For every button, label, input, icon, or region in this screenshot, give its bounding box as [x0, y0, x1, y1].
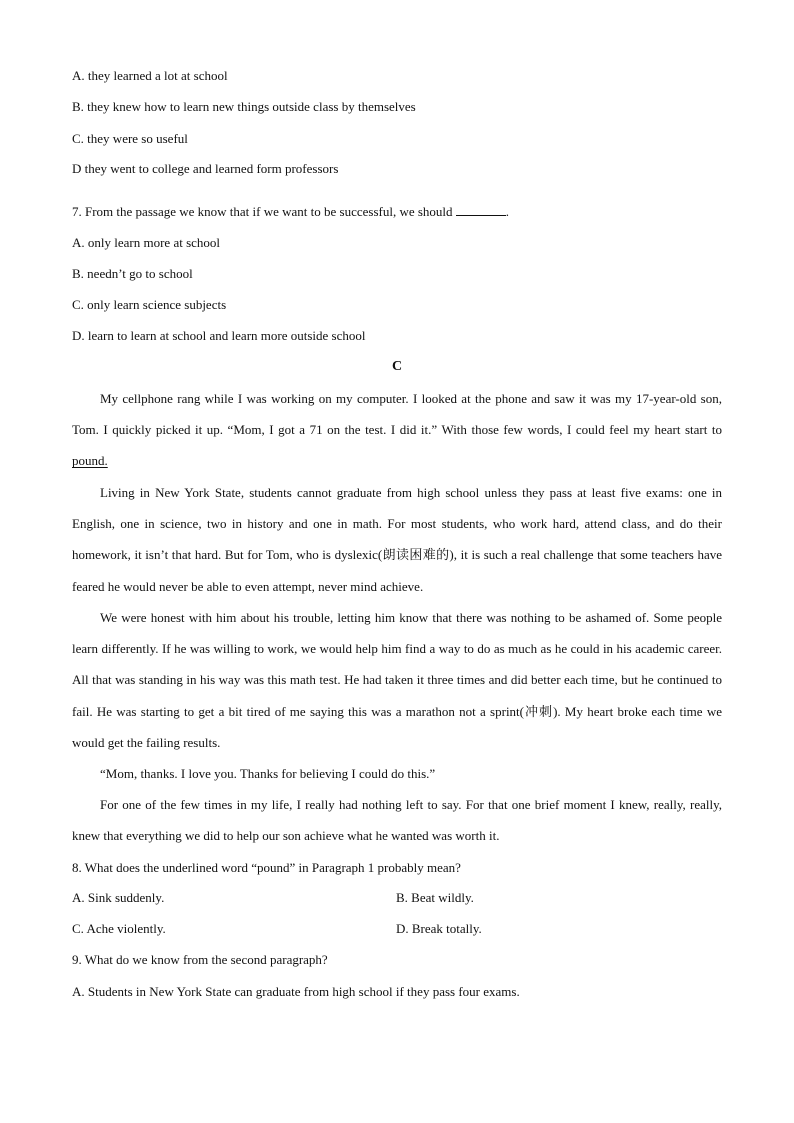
paragraph-3: [72, 602, 722, 758]
q7-option-a: A. only learn more at school: [72, 235, 221, 250]
q7-option-c: C. only learn science subjects: [72, 297, 227, 312]
paragraph-1: [72, 383, 722, 477]
q7-option-b: B. needn’t go to school: [72, 266, 193, 281]
paragraph-1-text: My cellphone rang while I was working on my computer. I looked at the phone and saw it was my 17-year-old son, Tom. I quickly picked it up. “Mom, I got a 71 on the test. I did it.” With those few words, I could feel my heart start to: [72, 391, 722, 438]
q7-option-d: D. learn to learn at school and learn more outside school: [72, 328, 366, 343]
q7-stem: 7. From the passage we know that if we want to be successful, we should: [72, 204, 453, 219]
underlined-word: pound.: [72, 453, 108, 469]
paragraph-4-text: “Mom, thanks. I love you. Thanks for believing I could do this.”: [100, 766, 436, 781]
q7-stem-line: [72, 203, 509, 220]
q8-option-a: A. Sink suddenly.: [72, 890, 165, 905]
q6-option-a: A. they learned a lot at school: [72, 68, 228, 83]
section-title: C: [391, 359, 403, 374]
q8-option-d: D. Break totally.: [396, 921, 482, 936]
q7-stem-end: .: [505, 204, 510, 219]
q8-option-c: C. Ache violently.: [72, 921, 166, 936]
q9-stem: 9. What do we know from the second paragraph?: [72, 952, 328, 967]
q6-option-d: D they went to college and learned form professors: [72, 161, 339, 176]
q8-stem: 8. What does the underlined word “pound” in Paragraph 1 probably mean?: [72, 860, 461, 875]
paragraph-2: [72, 477, 722, 602]
paragraph-3-text: We were honest with him about his trouble, letting him know that there was nothing to be ashamed of. Some people learn differently. If he was willing to work, we would help him find a way to do as much as he could in his academic career. All that was standing in his way was this math test. He had taken it three times and did better each time, but he continued to fail. He was starting to get a bit tired of me saying this was a marathon not a sprint(冲刺). My heart broke each time we would get the failing results.: [72, 610, 722, 750]
q8-option-b: B. Beat wildly.: [396, 890, 474, 905]
q6-option-b: B. they knew how to learn new things outside class by themselves: [72, 99, 416, 114]
q9-option-a: A. Students in New York State can graduate from high school if they pass four exams.: [72, 984, 520, 999]
q6-option-c: C. they were so useful: [72, 131, 188, 146]
paragraph-2-text: Living in New York State, students cannot graduate from high school unless they pass at least five exams: one in English, one in science, two in history and one in math. For most students, who work hard, attend class, and do their homework, it isn’t that hard. But for Tom, who is dyslexic(朗读困难的), it is such a real challenge that some teachers have feared he would never be able to even attempt, never mind achieve.: [72, 485, 722, 594]
paragraph-4: [72, 758, 722, 789]
paragraph-5-text: For one of the few times in my life, I really had nothing left to say. For that one brief moment I knew, really, really, knew that everything we did to help our son achieve what he wanted was worth it.: [72, 797, 722, 844]
answer-blank: [456, 203, 506, 216]
paragraph-5: [72, 789, 722, 851]
